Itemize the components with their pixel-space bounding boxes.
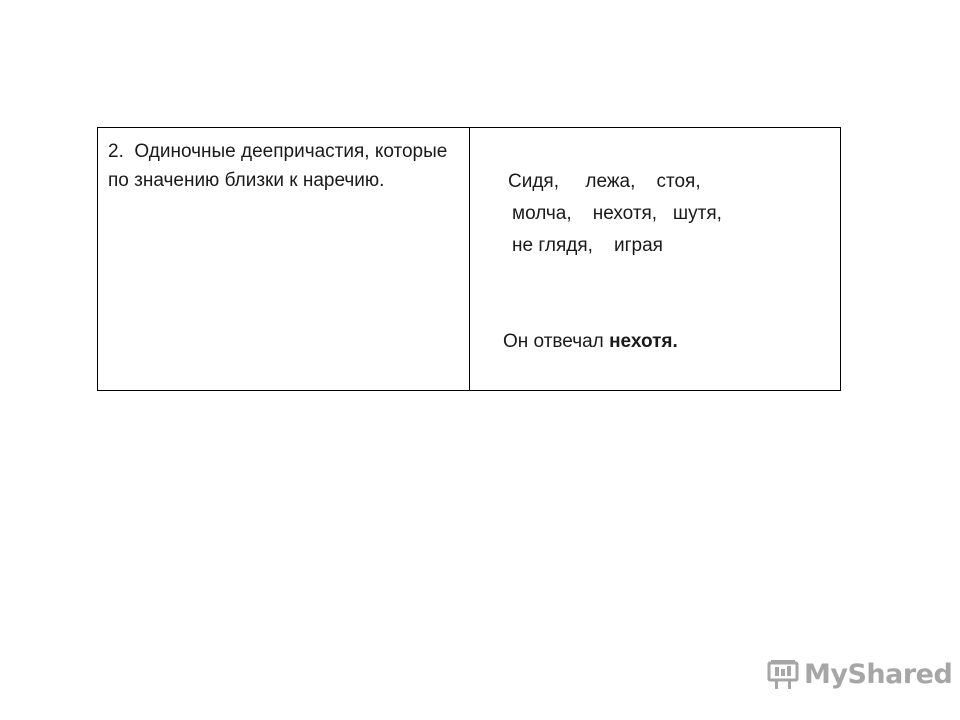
rule-cell xyxy=(98,128,470,390)
example-sentence-prefix: Он отвечал xyxy=(503,331,610,352)
watermark-logo xyxy=(766,656,952,692)
examples-row-3: не глядя, играя xyxy=(512,235,663,256)
rule-table xyxy=(97,127,841,391)
presentation-board-icon xyxy=(766,657,800,691)
examples-cell xyxy=(470,128,840,390)
examples-row-2: молча, нехотя, шутя, xyxy=(512,203,722,224)
watermark-text: MyShared xyxy=(804,658,953,690)
example-sentence xyxy=(503,328,678,356)
example-sentence-emphasis: нехотя. xyxy=(609,331,678,352)
rule-text: 2. Одиночные деепричастия, которые по значению близки к наречию. xyxy=(108,141,453,191)
examples-list xyxy=(504,166,722,262)
examples-row-1: Сидя, лежа, стоя, xyxy=(508,171,701,192)
